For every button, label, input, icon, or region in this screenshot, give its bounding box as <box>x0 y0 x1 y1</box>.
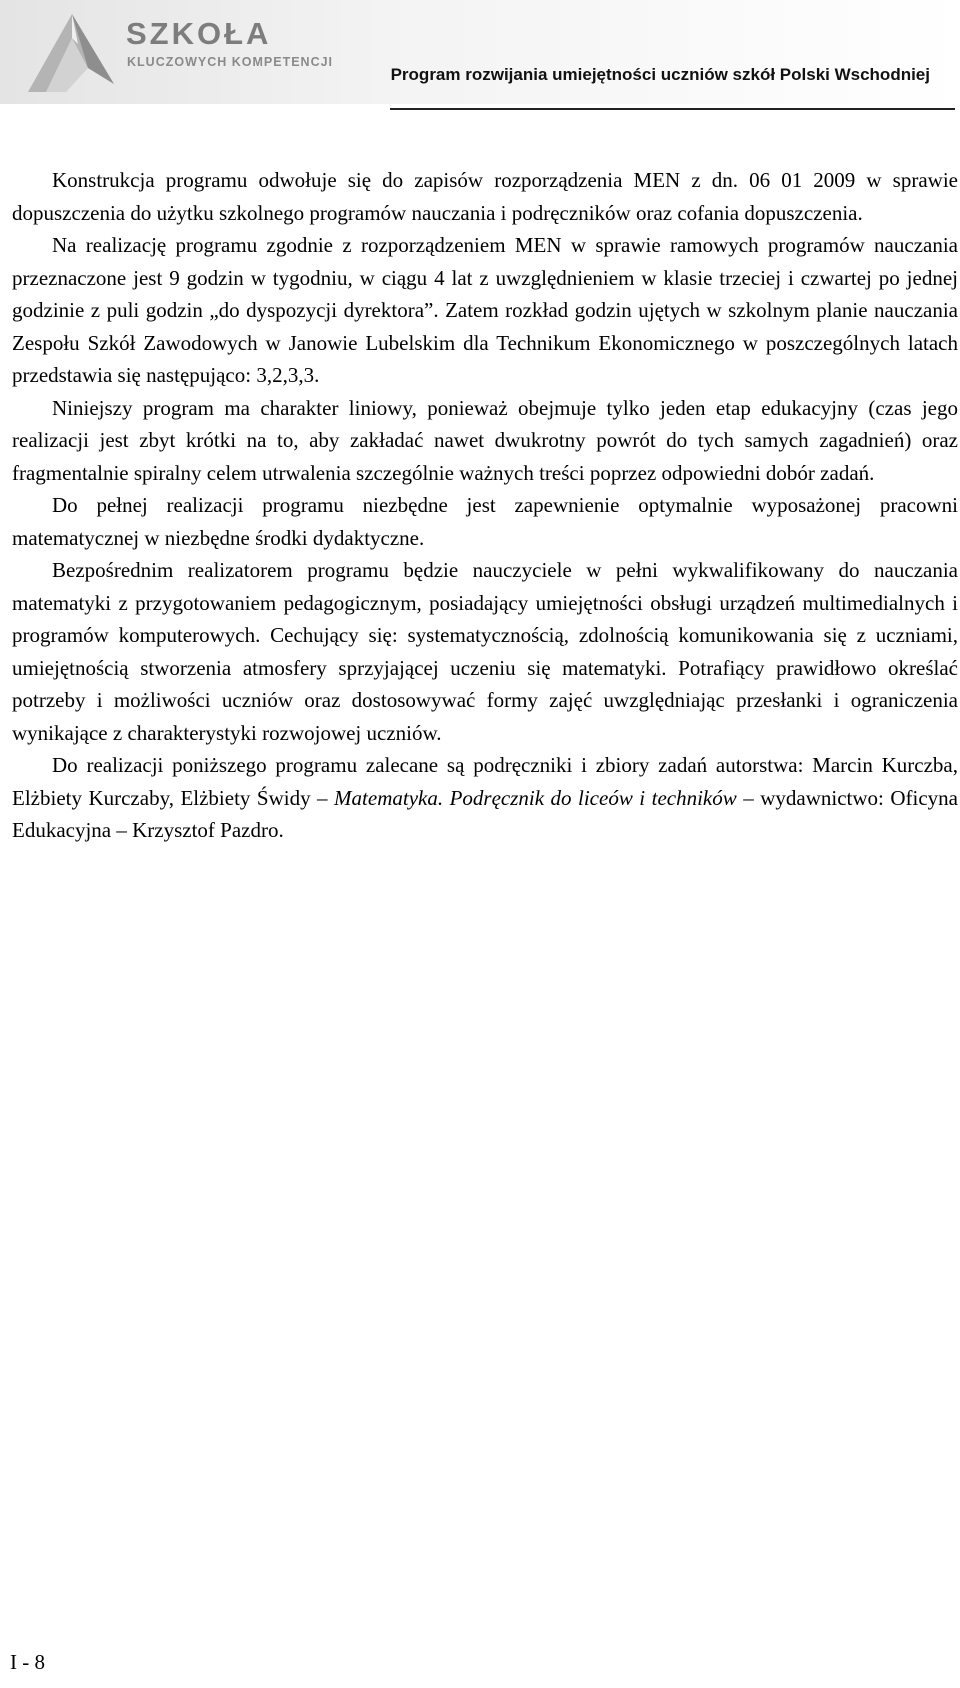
header-divider <box>390 108 955 110</box>
document-body <box>12 164 958 847</box>
mountain-logo-icon <box>26 8 116 98</box>
logo-subtitle: KLUCZOWYCH KOMPETENCJI <box>127 55 334 69</box>
page-number: I - 8 <box>10 1650 45 1674</box>
page-header <box>0 0 960 112</box>
paragraph-hours: Na realizację programu zgodnie z rozporządzeniem MEN w sprawie ramowych programów nauczania przeznaczone jest 9 godzin w tygodniu, w ciągu 4 lat z uwzględnieniem w klasie trzeciej i czwartej po jednej godzinie z puli godzin „do dyspozycji dyrektora”. Zatem rozkład godzin ujętych w szkolnym planie nauczania Zespołu Szkół Zawodowych w Janowie Lubelskim dla Technikum Ekonomicznego w poszczególnych latach przedstawia się następująco: 3,2,3,3. <box>12 233 958 387</box>
paragraph-program-character: Niniejszy program ma charakter liniowy, ponieważ obejmuje tylko jeden etap edukacyjny (czas jego realizacji jest zbyt krótki na to, aby zakładać nawet dwukrotny powrót do tych samych zagadnień) oraz fragmentalnie spiralny celem utrwalenia szczególnie ważnych treści poprzez odpowiedni dobór zadań. <box>12 395 958 485</box>
paragraph-legal-basis: Konstrukcja programu odwołuje się do zapisów rozporządzenia MEN z dn. 06 01 2009 w sprawie dopuszczenia do użytku szkolnego programów nauczania i podręczników oraz cofania dopuszczenia. <box>12 168 958 225</box>
paragraph-textbooks <box>12 749 958 847</box>
program-title: Program rozwijania umiejętności uczniów szkół Polski Wschodniej <box>390 65 930 84</box>
logo-title: SZKOŁA <box>126 16 272 51</box>
paragraph-teacher: Bezpośrednim realizatorem programu będzie nauczyciele w pełni wykwalifikowany do nauczania matematyki z przygotowaniem pedagogicznym, posiadający umiejętności obsługi urządzeń multimedialnych i programów komputerowych. Cechujący się: systematycznością, zdolnością komunikowania się z uczniami, umiejętnością stworzenia atmosfery sprzyjającej uczeniu się matematyki. Potrafiący prawidłowo określać potrzeby i możliwości uczniów oraz dostosowywać formy zajęć uwzględniając przesłanki i ograniczenia wynikające z charakterystyki rozwojowej uczniów. <box>12 558 958 745</box>
textbooks-text-end: – wydawnictwo: Oficyna Edukacyjna – Krzysztof Pazdro. <box>12 785 958 842</box>
textbooks-text-start: Do realizacji poniższego programu zalecane są podręczniki i zbiory zadań autorstwa: Marcin Kurczba, Elżbiety Kurczaby, Elżbiety Świdy – <box>12 753 958 810</box>
paragraph-equipment: Do pełnej realizacji programu niezbędne jest zapewnienie optymalnie wyposażonej pracowni matematycznej w niezbędne środki dydaktyczne. <box>12 493 958 550</box>
textbook-title: Matematyka. Podręcznik do liceów i techników <box>334 785 737 810</box>
